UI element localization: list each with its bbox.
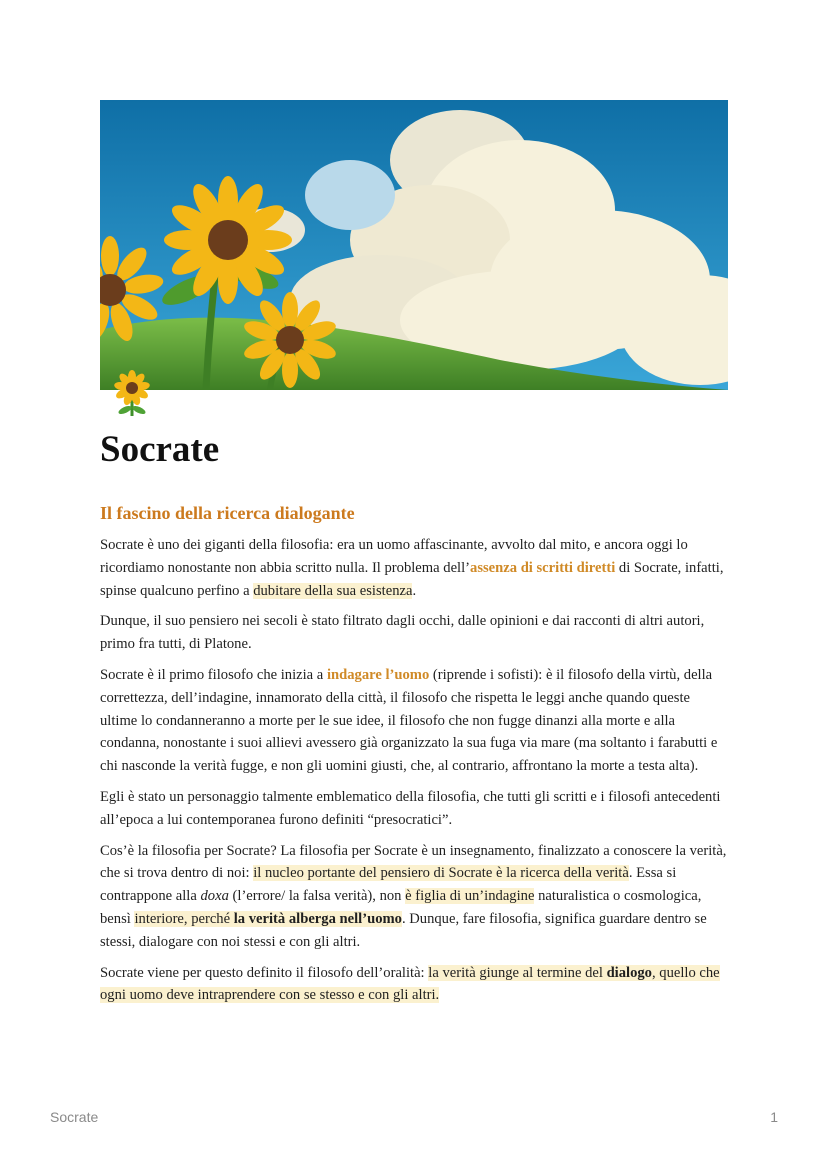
page-number: 1 (770, 1109, 778, 1125)
cover-image (100, 100, 728, 390)
emphasis-orange: indagare l’uomo (326, 666, 430, 683)
highlight: interiore, perché (134, 910, 234, 927)
paragraph-4: Egli è stato un personaggio talmente emblematico della filosofia, che tutti gli scritti e i filosofi antecedenti all’epoca a lui contemporanea furono definiti “presocratici”. (100, 788, 721, 828)
paragraph-5 (100, 840, 728, 954)
sunflower-icon (110, 368, 154, 418)
page-content (100, 500, 728, 1015)
paragraph-6 (100, 962, 728, 1008)
highlight: , quello che ogni uomo deve intraprendere con se stesso e con gli altri. (100, 964, 720, 1004)
text-run: Socrate è il primo filosofo che inizia a (100, 666, 327, 683)
highlight-bold: dialogo (606, 964, 652, 981)
footer-title: Socrate (50, 1109, 99, 1125)
emphasis-orange: assenza di scritti diretti (470, 559, 616, 576)
highlight: dubitare della sua esistenza (253, 582, 413, 599)
highlight: il nucleo portante del pensiero di Socrate è la ricerca della verità (253, 865, 629, 882)
text-run: di Socrate, infatti, spinse qualcuno perfino a (100, 559, 724, 599)
text-run: naturalistica o cosmologica, bensì (100, 888, 702, 927)
italic-term: doxa (200, 888, 229, 905)
highlight: è figlia di un’indagine (405, 888, 535, 905)
text-run: Socrate viene per questo definito il filosofo dell’oralità: (100, 964, 429, 981)
text-run: (riprende i sofisti): è il filosofo della virtù, della correttezza, dell’indagine, innamorato della città, il filosofo che rispetta le leggi anche quando queste ultime lo condanneranno a morte per le sue idee, il filosofo che non fugge dinanzi alla morte e alla condanna, nonostante i suoi allievi avessero già organizzato la sua fuga via mare (ma soltanto i farabutti e chi nasconde la verità fugge, e non gli uomini giusti, che, al contrario, affrontano la morte a testa alta). (100, 666, 718, 775)
text-run: . Dunque, fare filosofia, significa guardare dentro se stessi, dialogare con noi stessi e con gli altri. (100, 910, 707, 950)
text-run: Cos’è la filosofia per Socrate? La filosofia per Socrate è un insegnamento, finalizzato a conoscere la verità, che si trova dentro di noi: (100, 842, 727, 882)
paragraph-2: Dunque, il suo pensiero nei secoli è stato filtrato dagli occhi, dalle opinioni e dai racconti di altri autori, primo fra tutti, di Platone. (100, 613, 705, 653)
highlight-bold: la verità alberga nell’uomo (233, 910, 402, 927)
paragraph-3 (100, 664, 728, 778)
page-title: Socrate (100, 429, 220, 470)
highlight: la verità giunge al termine del (428, 964, 607, 981)
text-run: . (412, 582, 417, 599)
text-run: (l’errore/ la falsa verità), non (228, 888, 406, 905)
text-run: Socrate è uno dei giganti della filosofia: era un uomo affascinante, avvolto dal mito, e ancora oggi lo ricordiamo nonostante non abbia scritto nulla. Il problema dell’ (100, 537, 688, 576)
section-heading: Il fascino della ricerca dialogante (100, 503, 355, 523)
paragraph-1 (100, 534, 728, 602)
text-run: . Essa si contrappone alla (100, 865, 677, 905)
